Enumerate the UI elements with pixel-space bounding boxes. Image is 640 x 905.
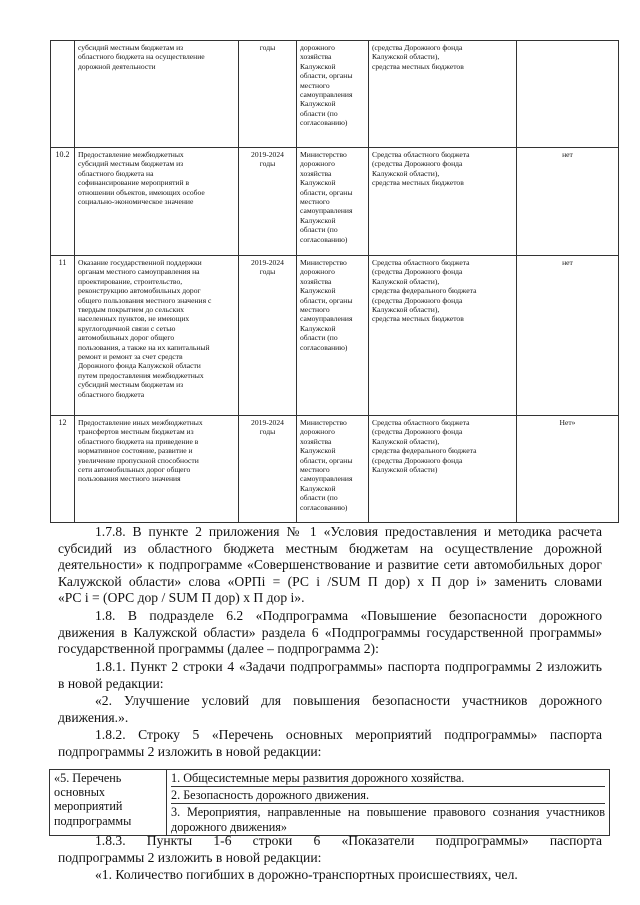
list-item: 1. Общесистемные меры развития дорожного хозяйства. xyxy=(171,770,605,787)
text-line: Калужской области» слова «ОРПi = (РС i /SUM П дор) х П дор i» заменить словами xyxy=(58,573,602,589)
measure-description: субсидий местным бюджетам из областного бюджета на осуществление дорожной деятельности xyxy=(75,41,239,148)
row-number: 10.2 xyxy=(51,148,75,256)
text-line: 1.7.8. В пункте 2 приложения № 1 «Условия предоставления и методика расчета xyxy=(95,524,602,539)
text-line: субсидий из областного бюджета местным бюджетам на осуществление дорожной xyxy=(58,540,602,556)
paragraph-1-8-1 xyxy=(58,659,602,692)
executor: Министерство дорожного хозяйства Калужской области, органы местного самоуправления Калужской области (по согласованию) xyxy=(297,148,369,256)
text-line: «2. Улучшение условий для повышения безопасности участников дорожного xyxy=(95,693,602,708)
result: нет xyxy=(517,148,619,256)
executor: дорожного хозяйства Калужской области, органы местного самоуправления Калужской области (по согласованию) xyxy=(297,41,369,148)
text-line: движения в Калужской области» раздела 6 «Подпрограммы государственной программы» xyxy=(58,624,602,640)
funding-source: (средства Дорожного фонда Калужской области), средства местных бюджетов xyxy=(369,41,517,148)
text-line: 1.8. В подразделе 6.2 «Подпрограмма «Повышение безопасности дорожного xyxy=(95,608,602,623)
row-label: «5. Перечень основных мероприятий подпрограммы xyxy=(50,770,167,836)
measure-description: Предоставление межбюджетных субсидий местным бюджетам из областного бюджета на софинансирование мероприятий в отношении объектов, имеющих особое социально-экономическое значение xyxy=(75,148,239,256)
text-line: 1.8.1. Пункт 2 строки 4 «Задачи подпрограммы» паспорта подпрограммы 2 изложить xyxy=(95,659,602,674)
measures-list-table xyxy=(49,769,610,836)
executor: Министерство дорожного хозяйства Калужской области, органы местного самоуправления Калужской области (по согласованию) xyxy=(297,416,369,523)
paragraph-1-8 xyxy=(58,608,602,658)
text-line: «1. Количество погибших в дорожно-транспортных происшествиях, чел. xyxy=(95,867,518,882)
text-line: «PC i = (ОРС дор / SUM П дор) х П дор i». xyxy=(58,590,305,606)
period: 2019-2024 годы xyxy=(239,416,297,523)
paragraph-1-8-3 xyxy=(58,833,602,866)
row-number: 11 xyxy=(51,256,75,416)
measures-table xyxy=(50,40,619,523)
result: Нет» xyxy=(517,416,619,523)
list-item: 3. Мероприятия, направленные на повышение правового сознания участников дорожного движения» xyxy=(171,805,605,834)
period: 2019-2024 годы xyxy=(239,148,297,256)
text-line: 1.8.3. Пункты 1-6 строки 6 «Показатели подпрограммы» паспорта xyxy=(95,833,602,848)
table-row xyxy=(51,41,619,148)
funding-source: Средства областного бюджета (средства Дорожного фонда Калужской области), средства федерального бюджета (средства Дорожного фонда Калужской области) xyxy=(369,416,517,523)
text-line: подпрограммы 2 изложить в новой редакции: xyxy=(58,743,322,759)
text-line: 1.8.2. Строку 5 «Перечень основных мероприятий подпрограммы» паспорта xyxy=(95,727,602,742)
table-row xyxy=(51,148,619,256)
period: 2019-2024 годы xyxy=(239,256,297,416)
result xyxy=(517,41,619,148)
paragraph-1-8-2 xyxy=(58,727,602,760)
text-line: государственной программы (далее – подпрограмма 2): xyxy=(58,641,379,657)
result: нет xyxy=(517,256,619,416)
funding-source: Средства областного бюджета (средства Дорожного фонда Калужской области), средства местных бюджетов xyxy=(369,148,517,256)
measure-description: Предоставление иных межбюджетных трансфертов местным бюджетам из областного бюджета на приведение в нормативное состояние, развитие и увеличение пропускной способности сети автомобильных дорог общего пользования местного значения xyxy=(75,416,239,523)
text-line: деятельности» к подпрограмме «Совершенствование и развитие сети автомобильных дорог xyxy=(58,557,602,573)
executor: Министерство дорожного хозяйства Калужской области, органы местного самоуправления Калужской области (по согласованию) xyxy=(297,256,369,416)
row-number: 12 xyxy=(51,416,75,523)
text-line: движения.». xyxy=(58,709,129,725)
funding-source: Средства областного бюджета (средства Дорожного фонда Калужской области), средства федерального бюджета (средства Дорожного фонда Калужской области), средства местных бюджетов xyxy=(369,256,517,416)
paragraph-1-7-8 xyxy=(58,524,602,607)
row-number xyxy=(51,41,75,148)
list-item: 2. Безопасность дорожного движения. xyxy=(171,787,605,804)
text-line: в новой редакции: xyxy=(58,675,164,691)
period: годы xyxy=(239,41,297,148)
table-row xyxy=(51,416,619,523)
table-row xyxy=(51,256,619,416)
row-items xyxy=(167,770,610,836)
text-line: подпрограммы 2 изложить в новой редакции: xyxy=(58,849,322,865)
measure-description: Оказание государственной поддержки органам местного самоуправления на проектирование, строительство, реконструкцию автомобильных дорог общего пользования местного значения с твердым покрытием до сельских населенных пунктов, не имеющих круглогодичной связи с сетью автомобильных дорог общего пользования, а также на их капитальный ремонт и ремонт за счет средств Дорожного фонда Калужской области путем предоставления межбюджетных субсидий местным бюджетам из областного бюджета xyxy=(75,256,239,416)
paragraph-quote xyxy=(58,693,602,726)
paragraph-last xyxy=(58,867,602,884)
